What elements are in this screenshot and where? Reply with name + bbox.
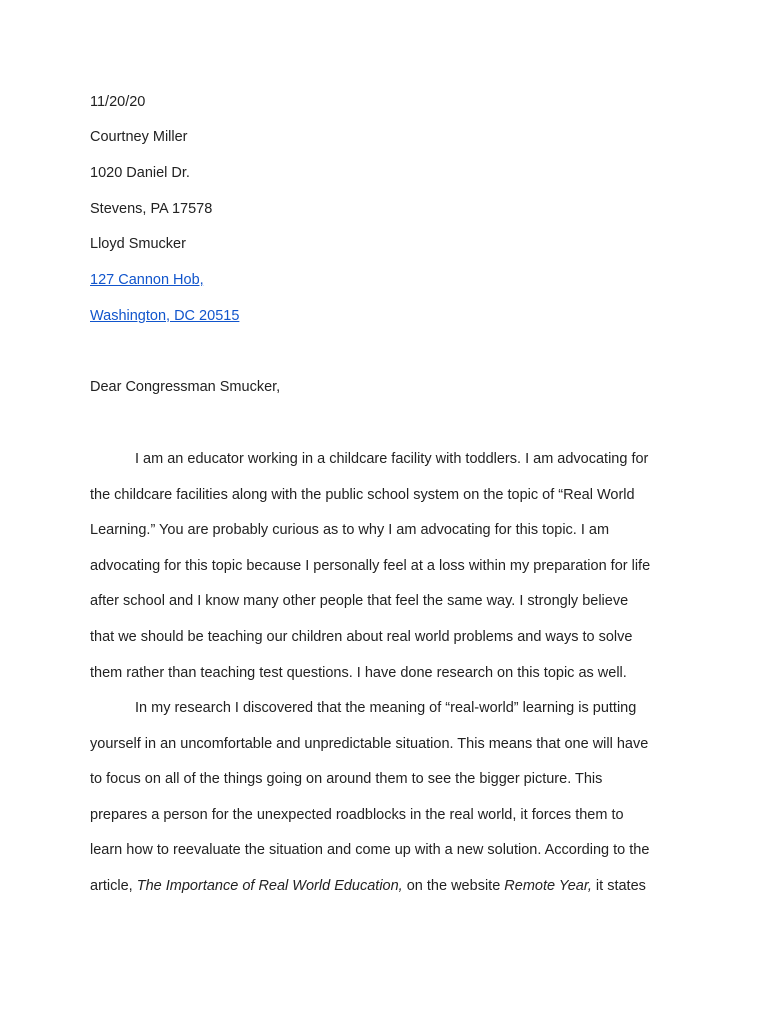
citation-text: article, <box>90 877 137 894</box>
sender-city: Stevens, PA 17578 <box>90 201 213 217</box>
recipient-name: Lloyd Smucker <box>90 236 186 252</box>
paragraph-line: In my research I discovered that the meaning of “real-world” learning is putting <box>135 700 637 716</box>
paragraph-line: after school and I know many other people that feel the same way. I strongly believe <box>90 593 629 610</box>
paragraph-line: I am an educator working in a childcare facility with toddlers. I am advocating for <box>135 451 649 467</box>
paragraph-line-citation <box>90 876 680 912</box>
paragraph-line: prepares a person for the unexpected roadblocks in the real world, it forces them to <box>90 806 624 823</box>
sender-street: 1020 Daniel Dr. <box>90 165 190 181</box>
paragraph-line: to focus on all of the things going on around them to see the bigger picture. This <box>90 771 603 788</box>
article-title: The Importance of Real World Education, <box>136 877 403 894</box>
recipient-city-link[interactable]: Washington, DC 20515 <box>90 308 240 324</box>
paragraph-line: yourself in an uncomfortable and unpredictable situation. This means that one will have <box>90 735 649 752</box>
body-paragraph-2 <box>90 698 680 912</box>
recipient-street-link[interactable]: 127 Cannon Hob, <box>90 272 204 288</box>
website-name: Remote Year, <box>504 877 592 894</box>
paragraph-line: Learning.” You are probably curious as to why I am advocating for this topic. I am <box>90 522 610 539</box>
paragraph-line: that we should be teaching our children about real world problems and ways to solve <box>90 628 633 645</box>
paragraph-line: advocating for this topic because I personally feel at a loss within my preparation for life <box>90 557 651 574</box>
citation-text: it states <box>591 877 646 894</box>
paragraph-line: the childcare facilities along with the public school system on the topic of “Real World <box>90 486 635 503</box>
sender-name: Courtney Miller <box>90 129 188 145</box>
paragraph-line: them rather than teaching test questions. I have done research on this topic as well. <box>90 664 627 681</box>
salutation: Dear Congressman Smucker, <box>90 379 281 395</box>
citation-text: on the website <box>402 877 505 894</box>
paragraph-line: learn how to reevaluate the situation and come up with a new solution. According to the <box>90 842 650 859</box>
letter-date: 11/20/20 <box>90 94 146 110</box>
body-paragraph-1 <box>90 449 680 698</box>
